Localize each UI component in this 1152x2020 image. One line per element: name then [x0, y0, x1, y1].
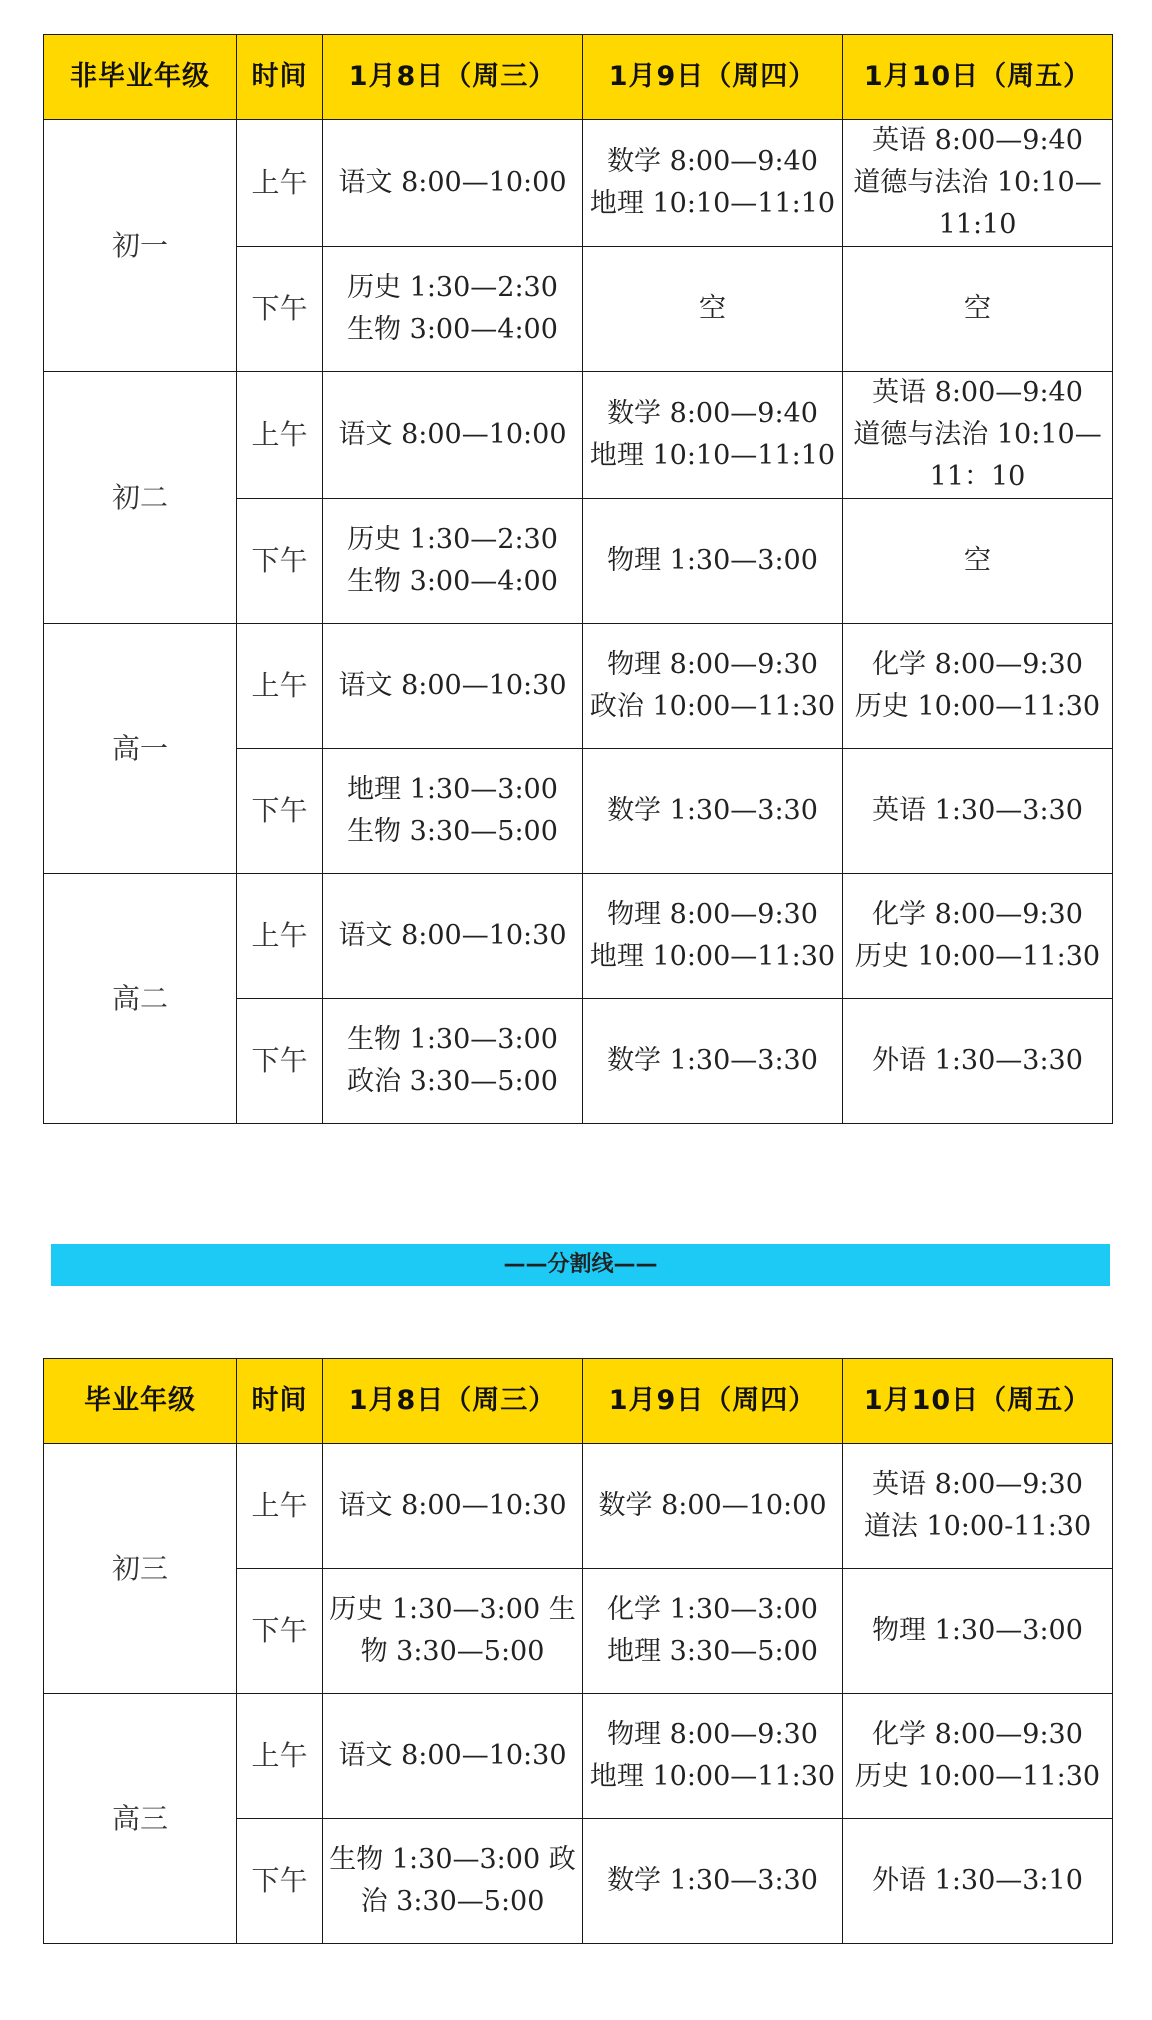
- exam-line: 11：10: [929, 461, 1026, 492]
- exam-line: 语文 8:00—10:00: [338, 167, 567, 198]
- exam-cell: [843, 1694, 1113, 1819]
- exam-cell: [843, 624, 1113, 749]
- exam-cell: [843, 372, 1113, 499]
- exam-cell: [323, 1694, 583, 1819]
- exam-cell: [583, 999, 843, 1124]
- exam-cell: [583, 1694, 843, 1819]
- exam-line: 地理 3:30—5:00: [607, 1636, 818, 1667]
- exam-cell: [843, 1444, 1113, 1569]
- period-cell: 上午: [237, 1444, 323, 1569]
- exam-cell: [583, 499, 843, 624]
- exam-line: 空: [964, 293, 991, 324]
- exam-cell: [843, 120, 1113, 247]
- exam-cell: [843, 1569, 1113, 1694]
- header-grade: 非毕业年级: [44, 35, 237, 120]
- period-cell: 下午: [237, 749, 323, 874]
- exam-line: 地理 10:00—11:30: [589, 1761, 836, 1792]
- exam-cell: [323, 372, 583, 499]
- exam-line: 物理 1:30—3:00: [872, 1615, 1083, 1646]
- header-grade: 毕业年级: [44, 1359, 237, 1444]
- exam-cell: [843, 247, 1113, 372]
- period-cell: 下午: [237, 499, 323, 624]
- schedule-body: [44, 120, 1113, 1124]
- non-graduating-schedule-table: [43, 34, 1113, 1124]
- exam-line: 语文 8:00—10:30: [338, 670, 567, 701]
- grade-cell: 初二: [44, 372, 237, 624]
- exam-line: 11:10: [938, 209, 1017, 240]
- exam-line: 数学 1:30—3:30: [607, 1865, 818, 1896]
- exam-line: 历史 10:00—11:30: [854, 941, 1101, 972]
- exam-cell: [583, 120, 843, 247]
- exam-cell: [583, 874, 843, 999]
- exam-line: 历史 1:30—2:30: [347, 524, 558, 555]
- period-cell: 上午: [237, 1694, 323, 1819]
- table-row: [44, 120, 1113, 247]
- exam-line: 地理 10:00—11:30: [589, 941, 836, 972]
- exam-line: 英语 1:30—3:30: [872, 795, 1083, 826]
- exam-cell: [843, 499, 1113, 624]
- grade-cell: 高二: [44, 874, 237, 1124]
- exam-cell: [583, 1444, 843, 1569]
- exam-cell: [323, 1569, 583, 1694]
- exam-cell: [323, 120, 583, 247]
- grade-cell: 高三: [44, 1694, 237, 1944]
- exam-line: 化学 8:00—9:30: [872, 649, 1083, 680]
- header-day-1: 1月8日（周三）: [323, 35, 583, 120]
- exam-line: 数学 8:00—9:40: [607, 146, 818, 177]
- period-cell: 上午: [237, 120, 323, 247]
- exam-cell: [323, 624, 583, 749]
- exam-line: 历史 10:00—11:30: [854, 1761, 1101, 1792]
- exam-line: 物理 1:30—3:00: [607, 545, 818, 576]
- period-cell: 下午: [237, 1819, 323, 1944]
- exam-line: 生物 3:30—5:00: [347, 816, 558, 847]
- exam-cell: [323, 999, 583, 1124]
- exam-cell: [843, 874, 1113, 999]
- grade-cell: 初一: [44, 120, 237, 372]
- exam-line: 化学 8:00—9:30: [872, 899, 1083, 930]
- graduating-schedule-table: [43, 1358, 1113, 1944]
- header-time: 时间: [237, 35, 323, 120]
- exam-line: 生物 3:00—4:00: [347, 314, 558, 345]
- exam-cell: [323, 874, 583, 999]
- header-day-3: 1月10日（周五）: [843, 35, 1113, 120]
- exam-line: 物理 8:00—9:30: [607, 899, 818, 930]
- header-day-2: 1月9日（周四）: [583, 1359, 843, 1444]
- exam-line: 英语 8:00—9:40: [872, 377, 1083, 408]
- exam-line: 地理 10:10—11:10: [589, 440, 836, 471]
- exam-line: 语文 8:00—10:30: [338, 1490, 567, 1521]
- exam-cell: [323, 749, 583, 874]
- exam-line: 历史 10:00—11:30: [854, 691, 1101, 722]
- exam-line: 外语 1:30—3:10: [872, 1865, 1083, 1896]
- exam-cell: [583, 749, 843, 874]
- exam-line: 物理 8:00—9:30: [607, 1719, 818, 1750]
- exam-cell: [843, 1819, 1113, 1944]
- exam-line: 地理 10:10—11:10: [589, 188, 836, 219]
- exam-cell: [323, 1444, 583, 1569]
- exam-line: 生物 1:30—3:00: [347, 1024, 558, 1055]
- exam-line: 化学 8:00—9:30: [872, 1719, 1083, 1750]
- exam-cell: [583, 1569, 843, 1694]
- table-row: [44, 372, 1113, 499]
- exam-line: 政治 3:30—5:00: [347, 1066, 558, 1097]
- grade-cell: 高一: [44, 624, 237, 874]
- period-cell: 下午: [237, 247, 323, 372]
- exam-line: 化学 1:30—3:00: [607, 1594, 818, 1625]
- exam-cell: [583, 1819, 843, 1944]
- period-cell: 上午: [237, 624, 323, 749]
- exam-line: 生物 1:30—3:00 政治 3:30—5:00: [329, 1844, 576, 1917]
- table-row: [44, 1444, 1113, 1569]
- exam-line: 地理 1:30—3:00: [347, 774, 558, 805]
- table-row: [44, 874, 1113, 999]
- exam-line: 政治 10:00—11:30: [589, 691, 836, 722]
- exam-cell: [323, 247, 583, 372]
- exam-line: 空: [964, 545, 991, 576]
- period-cell: 下午: [237, 1569, 323, 1694]
- exam-line: 语文 8:00—10:00: [338, 419, 567, 450]
- period-cell: 上午: [237, 874, 323, 999]
- exam-cell: [583, 247, 843, 372]
- exam-line: 英语 8:00—9:30: [872, 1469, 1083, 1500]
- exam-line: 历史 1:30—2:30: [347, 272, 558, 303]
- exam-line: 物理 8:00—9:30: [607, 649, 818, 680]
- exam-line: 数学 1:30—3:30: [607, 795, 818, 826]
- exam-line: 数学 1:30—3:30: [607, 1045, 818, 1076]
- table-row: [44, 1694, 1113, 1819]
- exam-line: 道法 10:00-11:30: [863, 1511, 1092, 1542]
- header-day-2: 1月9日（周四）: [583, 35, 843, 120]
- schedule-body: [44, 1444, 1113, 1944]
- exam-cell: [843, 749, 1113, 874]
- period-cell: 下午: [237, 999, 323, 1124]
- exam-line: 数学 8:00—10:00: [598, 1490, 827, 1521]
- grade-cell: 初三: [44, 1444, 237, 1694]
- exam-line: 语文 8:00—10:30: [338, 1740, 567, 1771]
- exam-cell: [583, 372, 843, 499]
- exam-cell: [583, 624, 843, 749]
- exam-line: 历史 1:30—3:00 生物 3:30—5:00: [329, 1594, 576, 1667]
- header-day-3: 1月10日（周五）: [843, 1359, 1113, 1444]
- exam-line: 生物 3:00—4:00: [347, 566, 558, 597]
- exam-line: 道德与法治 10:10—: [853, 419, 1102, 450]
- header-row: [44, 1359, 1113, 1444]
- exam-line: 道德与法治 10:10—: [853, 167, 1102, 198]
- exam-cell: [843, 999, 1113, 1124]
- exam-line: 语文 8:00—10:30: [338, 920, 567, 951]
- exam-line: 外语 1:30—3:30: [872, 1045, 1083, 1076]
- table-row: [44, 624, 1113, 749]
- exam-line: 空: [699, 293, 726, 324]
- header-day-1: 1月8日（周三）: [323, 1359, 583, 1444]
- exam-line: 英语 8:00—9:40: [872, 125, 1083, 156]
- exam-cell: [323, 1819, 583, 1944]
- divider-bar: ——分割线——: [51, 1244, 1110, 1286]
- header-time: 时间: [237, 1359, 323, 1444]
- exam-cell: [323, 499, 583, 624]
- period-cell: 上午: [237, 372, 323, 499]
- header-row: [44, 35, 1113, 120]
- exam-line: 数学 8:00—9:40: [607, 398, 818, 429]
